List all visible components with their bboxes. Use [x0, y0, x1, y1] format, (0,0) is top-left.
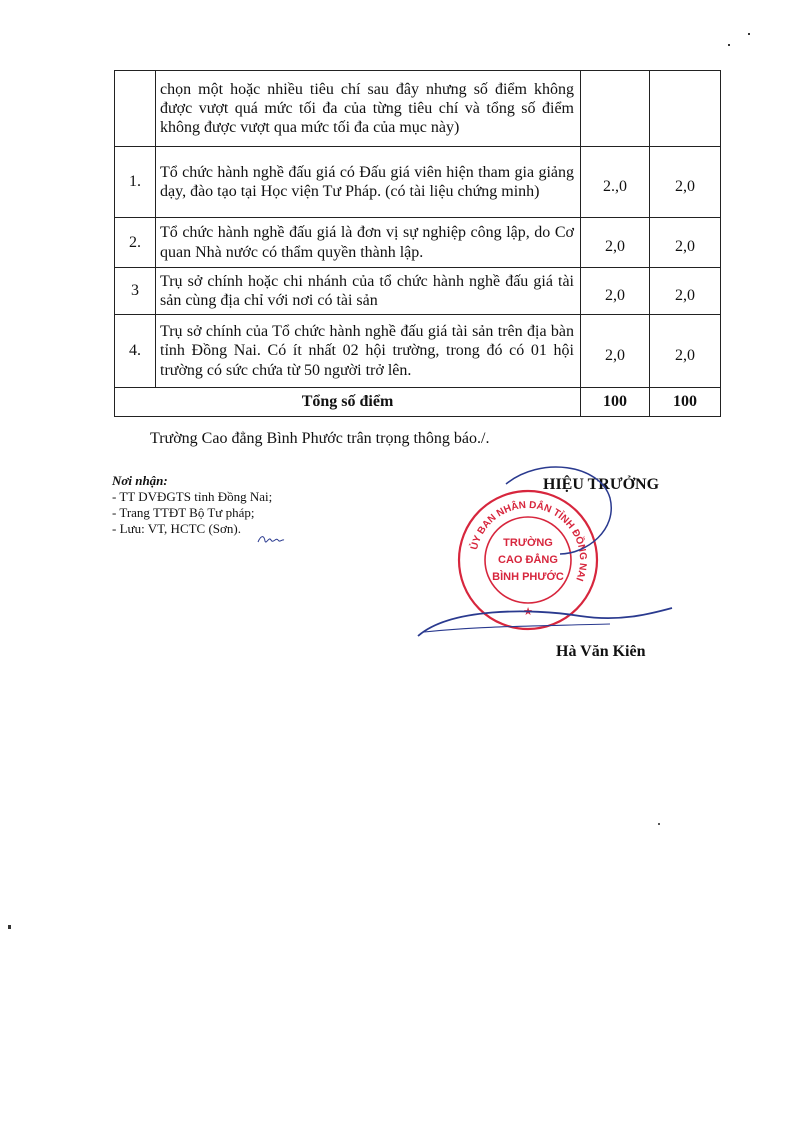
recipient-item: - TT DVĐGTS tỉnh Đồng Nai; — [112, 489, 273, 504]
criterion-text: Tổ chức hành nghề đấu giá là đơn vị sự nghiệp công lập, do Cơ quan Nhà nước có thẩm quyền thành lập. — [156, 218, 581, 268]
criterion-text: Trụ sở chính hoặc chi nhánh của tổ chức hành nghề đấu giá tài sản cùng địa chỉ với nơi có tài sản — [156, 268, 581, 315]
table-row — [115, 147, 721, 218]
handwritten-initials — [256, 532, 286, 546]
total-row — [115, 388, 721, 417]
score-cell: 2,0 — [650, 315, 721, 388]
seal-star-icon: ★ — [523, 606, 533, 618]
row-number: 2. — [115, 218, 156, 268]
scan-speck — [8, 925, 11, 929]
table-row — [115, 71, 721, 147]
seal-ring-text: ỦY BAN NHÂN DÂN TỈNH ĐỒNG NAI — [469, 499, 589, 583]
table-row — [115, 315, 721, 388]
score-cell: 2,0 — [650, 147, 721, 218]
seal-line-2: CAO ĐẲNG — [498, 554, 558, 566]
row-number: 4. — [115, 315, 156, 388]
max-score-cell: 2.,0 — [581, 147, 650, 218]
max-score-cell: 2,0 — [581, 315, 650, 388]
recipient-item: - Lưu: VT, HCTC (Sơn). — [112, 521, 241, 536]
recipients-list — [112, 489, 272, 537]
criterion-text: Trụ sở chính của Tổ chức hành nghề đấu giá tài sản trên địa bàn tỉnh Đồng Nai. Có ít nhất 02 hội trường, trong đó có 01 hội trường có sức chứa từ 50 người trở lên. — [156, 315, 581, 388]
row-number: 1. — [115, 147, 156, 218]
max-score-cell — [581, 71, 650, 147]
signer-name: Hà Văn Kiên — [556, 643, 646, 660]
table-row — [115, 218, 721, 268]
max-score-cell: 2,0 — [581, 268, 650, 315]
recipients-block — [112, 473, 272, 537]
table-row — [115, 268, 721, 315]
total-max-score: 100 — [581, 388, 650, 417]
handwritten-signature — [410, 458, 680, 643]
recipients-title: Nơi nhận: — [112, 473, 168, 488]
score-cell — [650, 71, 721, 147]
score-cell: 2,0 — [650, 218, 721, 268]
criterion-text: chọn một hoặc nhiều tiêu chí sau đây nhưng số điểm không được vượt quá mức tối đa của từng tiêu chí và tổng số điểm không được vượt qua mức tối đa của mục này) — [156, 71, 581, 147]
score-cell: 2,0 — [650, 268, 721, 315]
seal-line-3: BÌNH PHƯỚC — [492, 571, 564, 583]
criterion-text: Tổ chức hành nghề đấu giá có Đấu giá viên hiện tham gia giảng dạy, đào tạo tại Học viện Tư Pháp. (có tài liệu chứng minh) — [156, 147, 581, 218]
seal-line-1: TRƯỜNG — [503, 537, 553, 549]
signer-title: HIỆU TRƯỞNG — [543, 476, 660, 493]
criteria-score-table — [114, 70, 721, 417]
row-number: 3 — [115, 268, 156, 315]
scan-speck — [658, 823, 660, 825]
max-score-cell: 2,0 — [581, 218, 650, 268]
scan-speck — [728, 44, 730, 46]
row-number — [115, 71, 156, 147]
recipient-item: - Trang TTĐT Bộ Tư pháp; — [112, 505, 255, 520]
total-score: 100 — [650, 388, 721, 417]
scan-speck — [748, 33, 750, 35]
total-label: Tổng số điểm — [115, 388, 581, 417]
closing-statement: Trường Cao đẳng Bình Phước trân trọng thông báo./. — [150, 430, 490, 447]
